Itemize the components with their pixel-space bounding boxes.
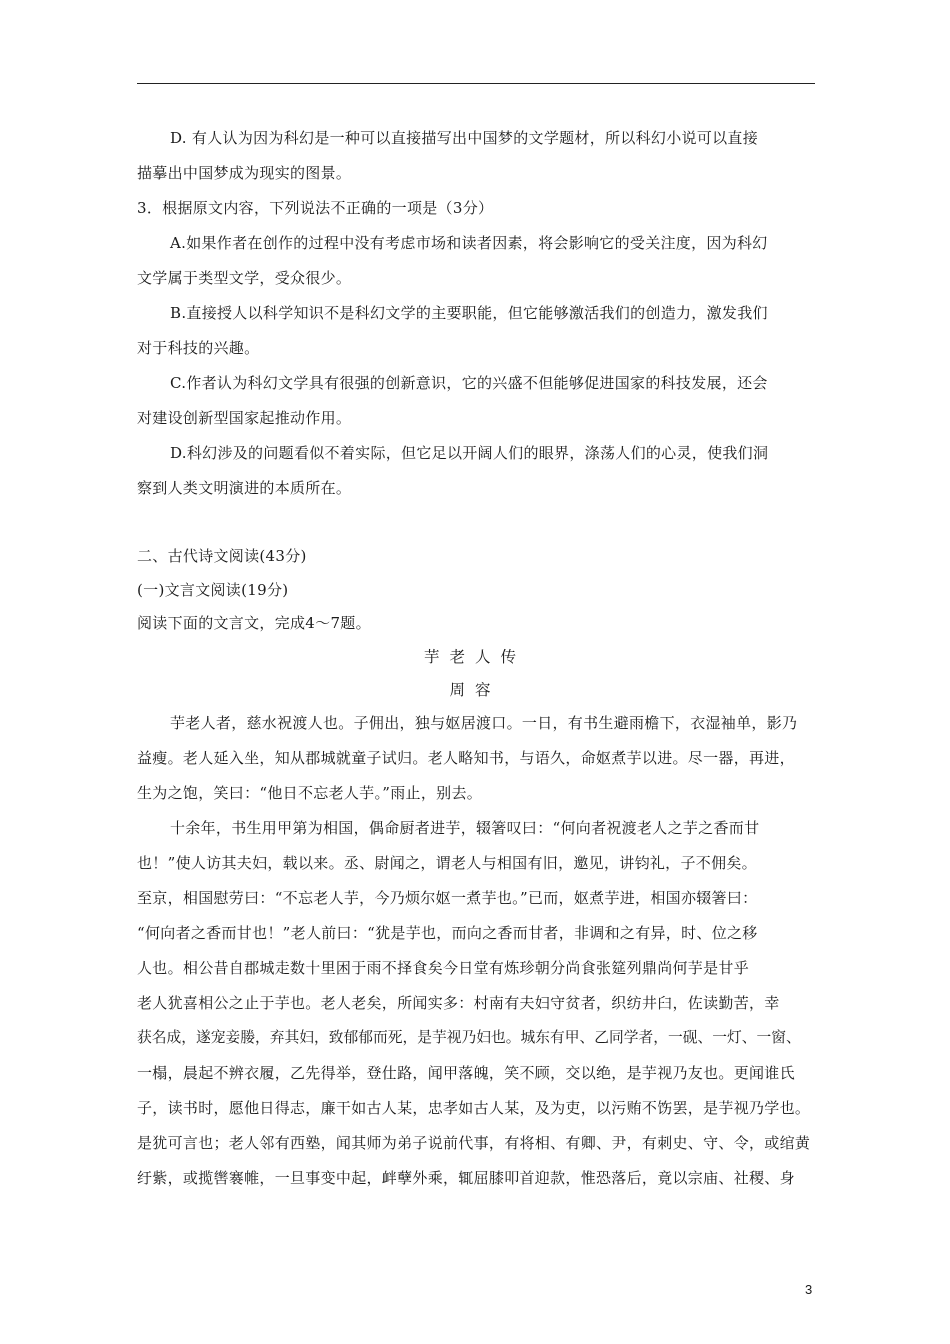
page-number: 3 [805,1282,813,1297]
passage-line: 益瘦。老人延入坐，知从郡城就童子试归。老人略知书，与语久，命妪煮芋以进。尽一器，再进， [137,749,795,767]
instruction-text: 阅读下面的文言文，完成4～7题。 [137,614,371,632]
passage-line: 人也。相公昔自郡城走数十里困于雨不择食矣今日堂有炼珍朝分尚食张筵列鼎尚何芋是甘乎 [137,959,750,977]
passage-line: 十余年，书生用甲第为相国，偶命厨者进芋，辍箸叹曰：“何向者祝渡老人之芋之香而甘 [170,819,760,837]
passage-line: 获名成，遂宠妾媵，弃其妇，致郁郁而死，是芋视乃妇也。城东有甲、乙同学者，一砚、一灯、一窗、 [137,1029,801,1046]
passage-line: 至京，相国慰劳曰：“不忘老人芋，今乃烦尔妪一煮芋也。”已而，妪煮芋进，相国亦辍箸曰： [137,889,758,907]
passage-author: 周容 [449,681,501,699]
subsection-heading: (一)文言文阅读(19分) [137,581,289,599]
passage-line: 生为之饱，笑曰：“他日不忘老人芋。”雨止，别去。 [137,784,483,802]
passage-title: 芋老人传 [423,648,526,666]
option-c-line-2: 对建设创新型国家起推动作用。 [137,409,352,427]
question-3: 3．根据原文内容，下列说法不正确的一项是（3分） [137,199,494,217]
passage-line: 芋老人者，慈水祝渡人也。子佣出，独与妪居渡口。一日，有书生避雨檐下，衣湿袖单，影乃 [170,714,798,732]
option-b-line-1: B.直接授人以科学知识不是科幻文学的主要职能，但它能够激活我们的创造力，激发我们 [170,304,768,322]
option-d2-line-2: 察到人类文明演进的本质所在。 [137,479,352,497]
passage-line: 也！”使人访其夫妇，载以来。丞、尉闻之，谓老人与相国有旧，邀见，讲钧礼，子不佣矣。 [137,854,757,872]
passage-line: 是犹可言也；老人邻有西塾，闻其师为弟子说前代事，有将相、有卿、尹，有刺史、守、令，或绾黄 [137,1134,811,1152]
option-d-line-2: 描摹出中国梦成为现实的图景。 [137,164,352,182]
passage-line: 子，读书时，愿他日得志，廉干如古人某，忠孝如古人某，及为吏，以污贿不饬罢，是芋视乃学也。 [137,1099,811,1117]
passage-line: “何向者之香而甘也！”老人前曰：“犹是芋也，而向之香而甘者，非调和之有异，时、位之移 [137,924,758,942]
header-rule [137,83,815,84]
option-d-line-1: D. 有人认为因为科幻是一种可以直接描写出中国梦的文学题材，所以科幻小说可以直接 [170,129,759,147]
passage-line: 老人犹喜相公之止于芋也。老人老矣，所闻实多：村南有夫妇守贫者，织纺井臼，佐读勤苦，幸 [137,994,780,1012]
section-heading: 二、古代诗文阅读(43分) [137,547,307,565]
option-a-line-1: A.如果作者在创作的过程中没有考虑市场和读者因素，将会影响它的受关注度，因为科幻 [170,234,768,252]
option-c-line-1: C.作者认为科幻文学具有很强的创新意识，它的兴盛不但能够促进国家的科技发展，还会 [170,374,768,392]
option-b-line-2: 对于科技的兴趣。 [137,339,260,357]
passage-line: 纡紫，或揽辔褰帷，一旦事变中起，衅孽外乘，辄屈膝叩首迎款，惟恐落后，竟以宗庙、社稷、身 [137,1169,795,1187]
option-a-line-2: 文学属于类型文学，受众很少。 [137,269,352,287]
passage-line: 一榻，晨起不辨衣履，乙先得举，登仕路，闻甲落魄，笑不顾，交以绝，是芋视乃友也。更闻谁氏 [137,1064,795,1082]
option-d2-line-1: D.科幻涉及的问题看似不着实际，但它足以开阔人们的眼界，涤荡人们的心灵，使我们洞 [170,444,769,462]
